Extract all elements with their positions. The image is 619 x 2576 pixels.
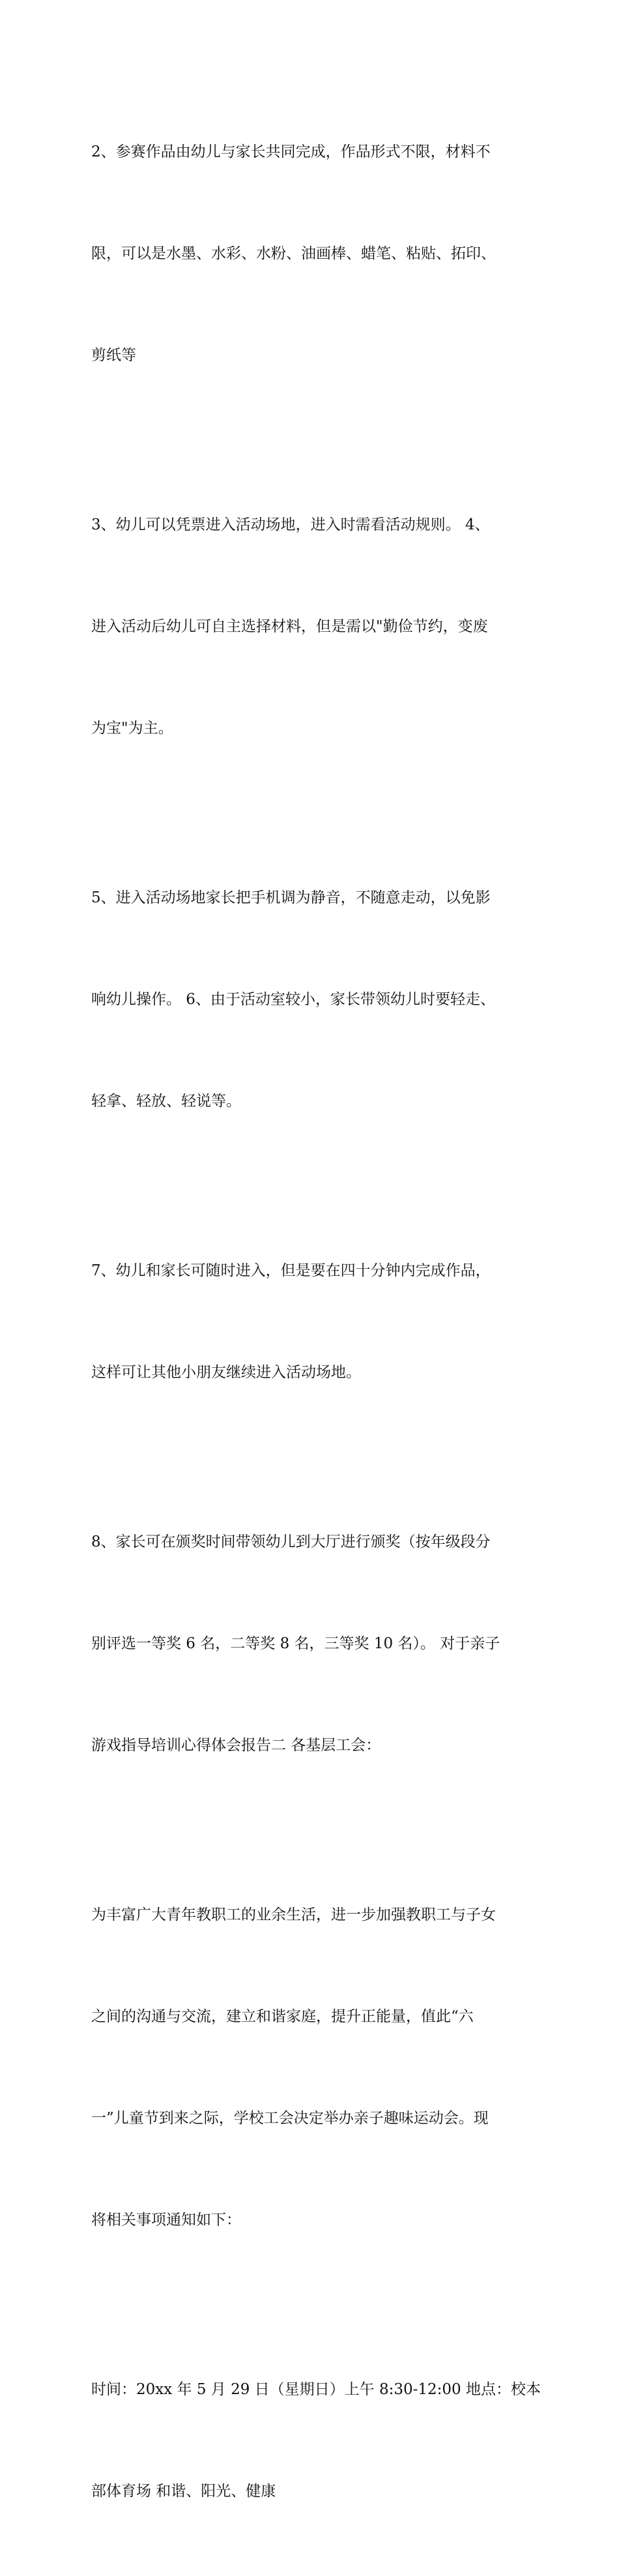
- text-line: 这样可让其他小朋友继续进入活动场地。: [91, 1364, 361, 1381]
- text-line: 别评选一等奖 6 名，二等奖 8 名，三等奖 10 名）。 对于亲子: [91, 1635, 500, 1652]
- paragraph-rule-8: [91, 1457, 534, 1830]
- text-line: 7、幼儿和家长可随时进入，但是要在四十分钟内完成作品，: [91, 1262, 491, 1279]
- text-line: 剪纸等: [91, 347, 136, 364]
- text-line: 进入活动后幼儿可自主选择材料，但是需以"勤俭节约，变废: [91, 618, 488, 635]
- paragraph-rule-3-4: [91, 440, 534, 813]
- paragraph-rule-5-6: [91, 813, 534, 1186]
- text-line: 将相关事项通知如下：: [91, 2212, 241, 2228]
- text-line: 响幼儿操作。 6、由于活动室较小，家长带领幼儿时要轻走、: [91, 991, 495, 1008]
- text-line: 轻拿、轻放、轻说等。: [91, 1093, 241, 1110]
- text-line: 2、参赛作品由幼儿与家长共同完成，作品形式不限，材料不: [91, 143, 491, 160]
- text-line: 一”儿童节到来之际，学校工会决定举办亲子趣味运动会。现: [91, 2110, 489, 2127]
- document-body: [91, 67, 541, 2576]
- paragraph-rule-7: [91, 1186, 534, 1457]
- text-line: 之间的沟通与交流，建立和谐家庭，提升正能量，值此“六: [91, 2008, 474, 2025]
- text-line: 8、家长可在颁奖时间带领幼儿到大厅进行颁奖（按年级段分: [91, 1533, 491, 1550]
- text-line: 3、幼儿可以凭票进入活动场地，进入时需看活动规则。 4、: [91, 516, 490, 533]
- text-line: 为宝"为主。: [91, 720, 173, 737]
- paragraph-time-location: [91, 2305, 541, 2576]
- text-line: 5、进入活动场地家长把手机调为静音，不随意走动，以免影: [91, 889, 491, 906]
- text-line: 限，可以是水墨、水彩、水粉、油画棒、蜡笔、粘贴、拓印、: [91, 245, 496, 262]
- text-line: 时间：20xx 年 5 月 29 日（星期日）上午 8:30-12:00 地点：校本: [91, 2381, 541, 2398]
- paragraph-rule-2: [91, 67, 534, 440]
- text-line: 游戏指导培训心得体会报告二 各基层工会：: [91, 1737, 381, 1754]
- text-line: 为丰富广大青年教职工的业余生活，进一步加强教职工与子女: [91, 1906, 496, 1923]
- text-line: 部体育场 和谐、阳光、健康: [91, 2483, 276, 2500]
- paragraph-notice-intro: [91, 1830, 534, 2305]
